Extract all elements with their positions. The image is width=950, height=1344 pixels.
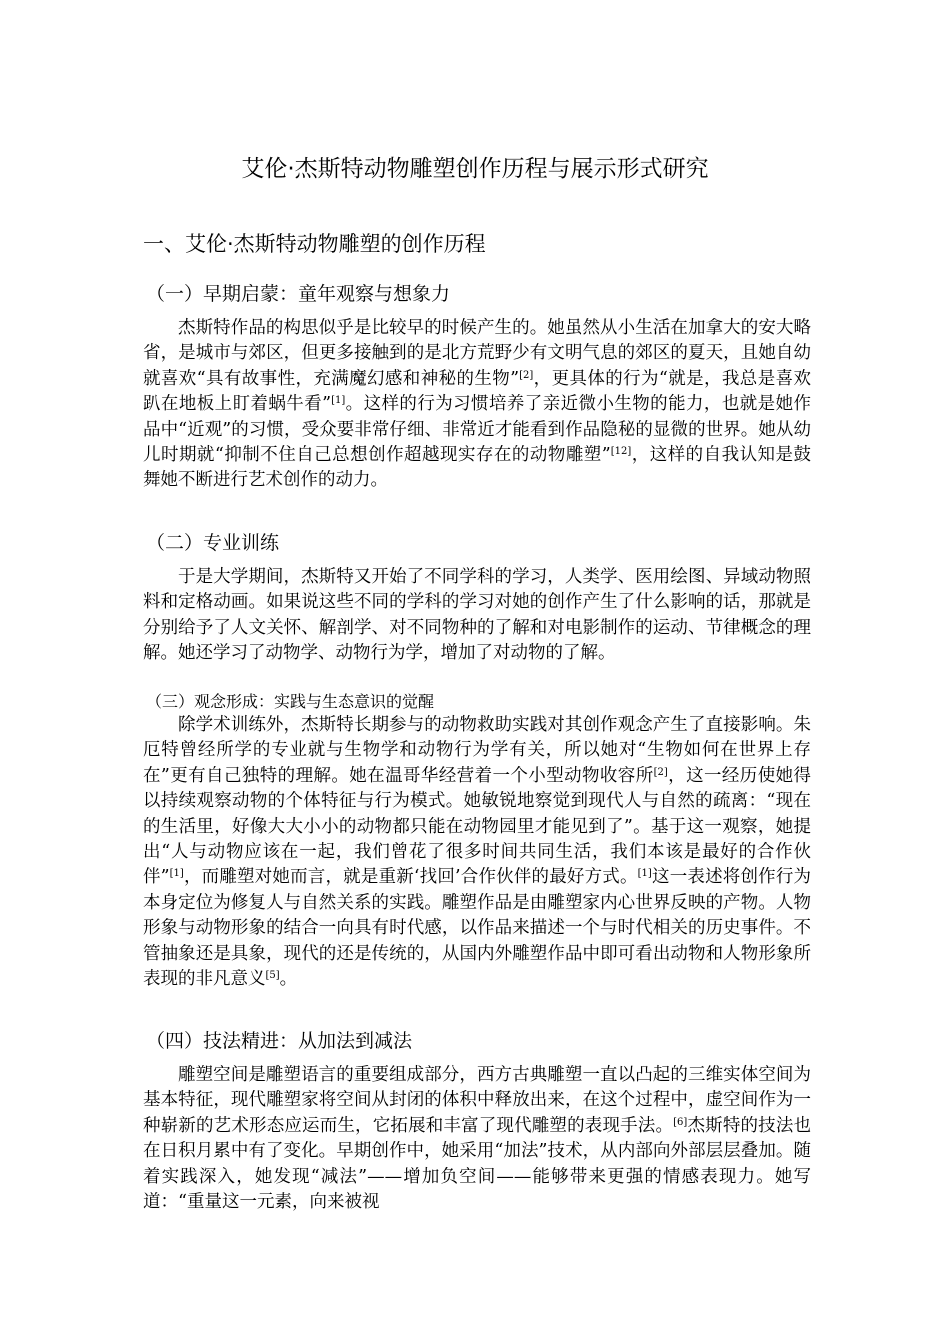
paragraph-3	[143, 713, 811, 992]
subsection-heading-2: （二）专业训练	[146, 532, 280, 554]
paragraph-1	[143, 316, 811, 494]
citation-ref: [1]	[637, 868, 652, 880]
paragraph-text: ，更具体的行为“就是，我总是喜欢趴在地板上盯着蜗牛看”	[143, 368, 811, 415]
paragraph-text: 雕塑空间是雕塑语言的重要组成部分，西方古典雕塑一直以凸起的三维实体空间为基本特征，现代雕塑家将空间从封闭的体积中释放出来，在这个过程中，虚空间作为一种崭新的艺术形态应运而生，它拓展和丰富了现代雕塑的表现手法。	[143, 1065, 811, 1136]
paragraph-2	[143, 565, 811, 667]
paragraph-4	[143, 1063, 811, 1215]
paragraph-text: 这一表述将创作行为本身定位为修复人与自然关系的实践。雕塑作品是由雕塑家内心世界反映的产物。人物形象与动物形象的结合一向具有时代感，以作品来描述一个与时代相关的历史事件。不管抽象还是具象，现代的还是传统的，从国内外雕塑作品中即可看出动物和人物形象所表现的非凡意义	[143, 867, 812, 990]
subsection-heading-3: （三）观念形成：实践与生态意识的觉醒	[146, 692, 435, 711]
citation-ref: [1]	[169, 868, 184, 880]
paragraph-text: 除学术训练外，杰斯特长期参与的动物救助实践对其创作观念产生了直接影响。朱厄特曾经所学的专业就与生物学和动物行为学有关，所以她对“生物如何在世界上存在”更有自己独特的理解。她在温哥华经营着一个小型动物收容所	[143, 715, 811, 786]
paragraph-text: 。	[279, 969, 298, 990]
citation-ref: [5]	[265, 970, 280, 982]
subsection-heading-4: （四）技法精进：从加法到减法	[146, 1030, 413, 1052]
paragraph-text: 。这样的行为习惯培养了亲近微小生物的能力，也就是她作品中“近观”的习惯，受众要非常仔细、非常近才能看到作品隐秘的显微的世界。她从幼儿时期就“抑制不住自己总想创作超越现实存在的动物雕塑”	[143, 394, 811, 466]
paragraph-text: 于是大学期间，杰斯特又开始了不同学科的学习，人类学、医用绘图、异域动物照料和定格动画。如果说这些不同的学科的学习对她的创作产生了什么影响的话，那就是分别给予了人文关怀、解剖学、对不同物种的了解和对电影制作的运动、节律概念的理解。她还学习了动物学、动物行为学，增加了对动物的了解。	[143, 567, 811, 664]
paragraph-text: 杰斯特的技法也在日积月累中有了变化。早期创作中，她采用“加法”技术，从内部向外部层层叠加。随着实践深入，她发现“减法”——增加负空间——能够带来更强的情感表现力。她写道：“重量这一元素，向来被视	[143, 1115, 812, 1213]
subsection-heading-1: （一）早期启蒙：童年观察与想象力	[146, 283, 451, 305]
citation-ref: [2]	[653, 766, 668, 778]
citation-ref: [2]	[519, 369, 534, 381]
paragraph-text: 杰斯特作品的构思似乎是比较早的时候产生的。她虽然从小生活在加拿大的安大略省，是城市与郊区，但更多接触到的是北方荒野少有文明气息的郊区的夏天，且她自幼就喜欢“具有故事性，充满魔幻感和神秘的生物”	[143, 318, 811, 389]
citation-ref: [12]	[610, 446, 632, 458]
section-heading: 一、艾伦·杰斯特动物雕塑的创作历程	[143, 232, 486, 256]
document-title: 艾伦·杰斯特动物雕塑创作历程与展示形式研究	[241, 156, 709, 182]
paragraph-text: ，这一经历使她得以持续观察动物的个体特征与行为模式。她敏锐地察觉到现代人与自然的疏离：“现在的生活里，好像大大小小的动物都只能在动物园里才能见到了”。基于这一观察，她提出“人与动物应该在一起，我们曾花了很多时间共同生活，我们本该是最好的合作伙伴”	[143, 765, 811, 888]
paragraph-text: ，而雕塑对她而言，就是重新‘找回’合作伙伴的最好方式。	[183, 867, 638, 888]
citation-ref: [6]	[673, 1116, 688, 1128]
paragraph-text: ，这样的自我认知是鼓舞她不断进行艺术创作的动力。	[143, 445, 811, 491]
citation-ref: [1]	[331, 395, 346, 407]
